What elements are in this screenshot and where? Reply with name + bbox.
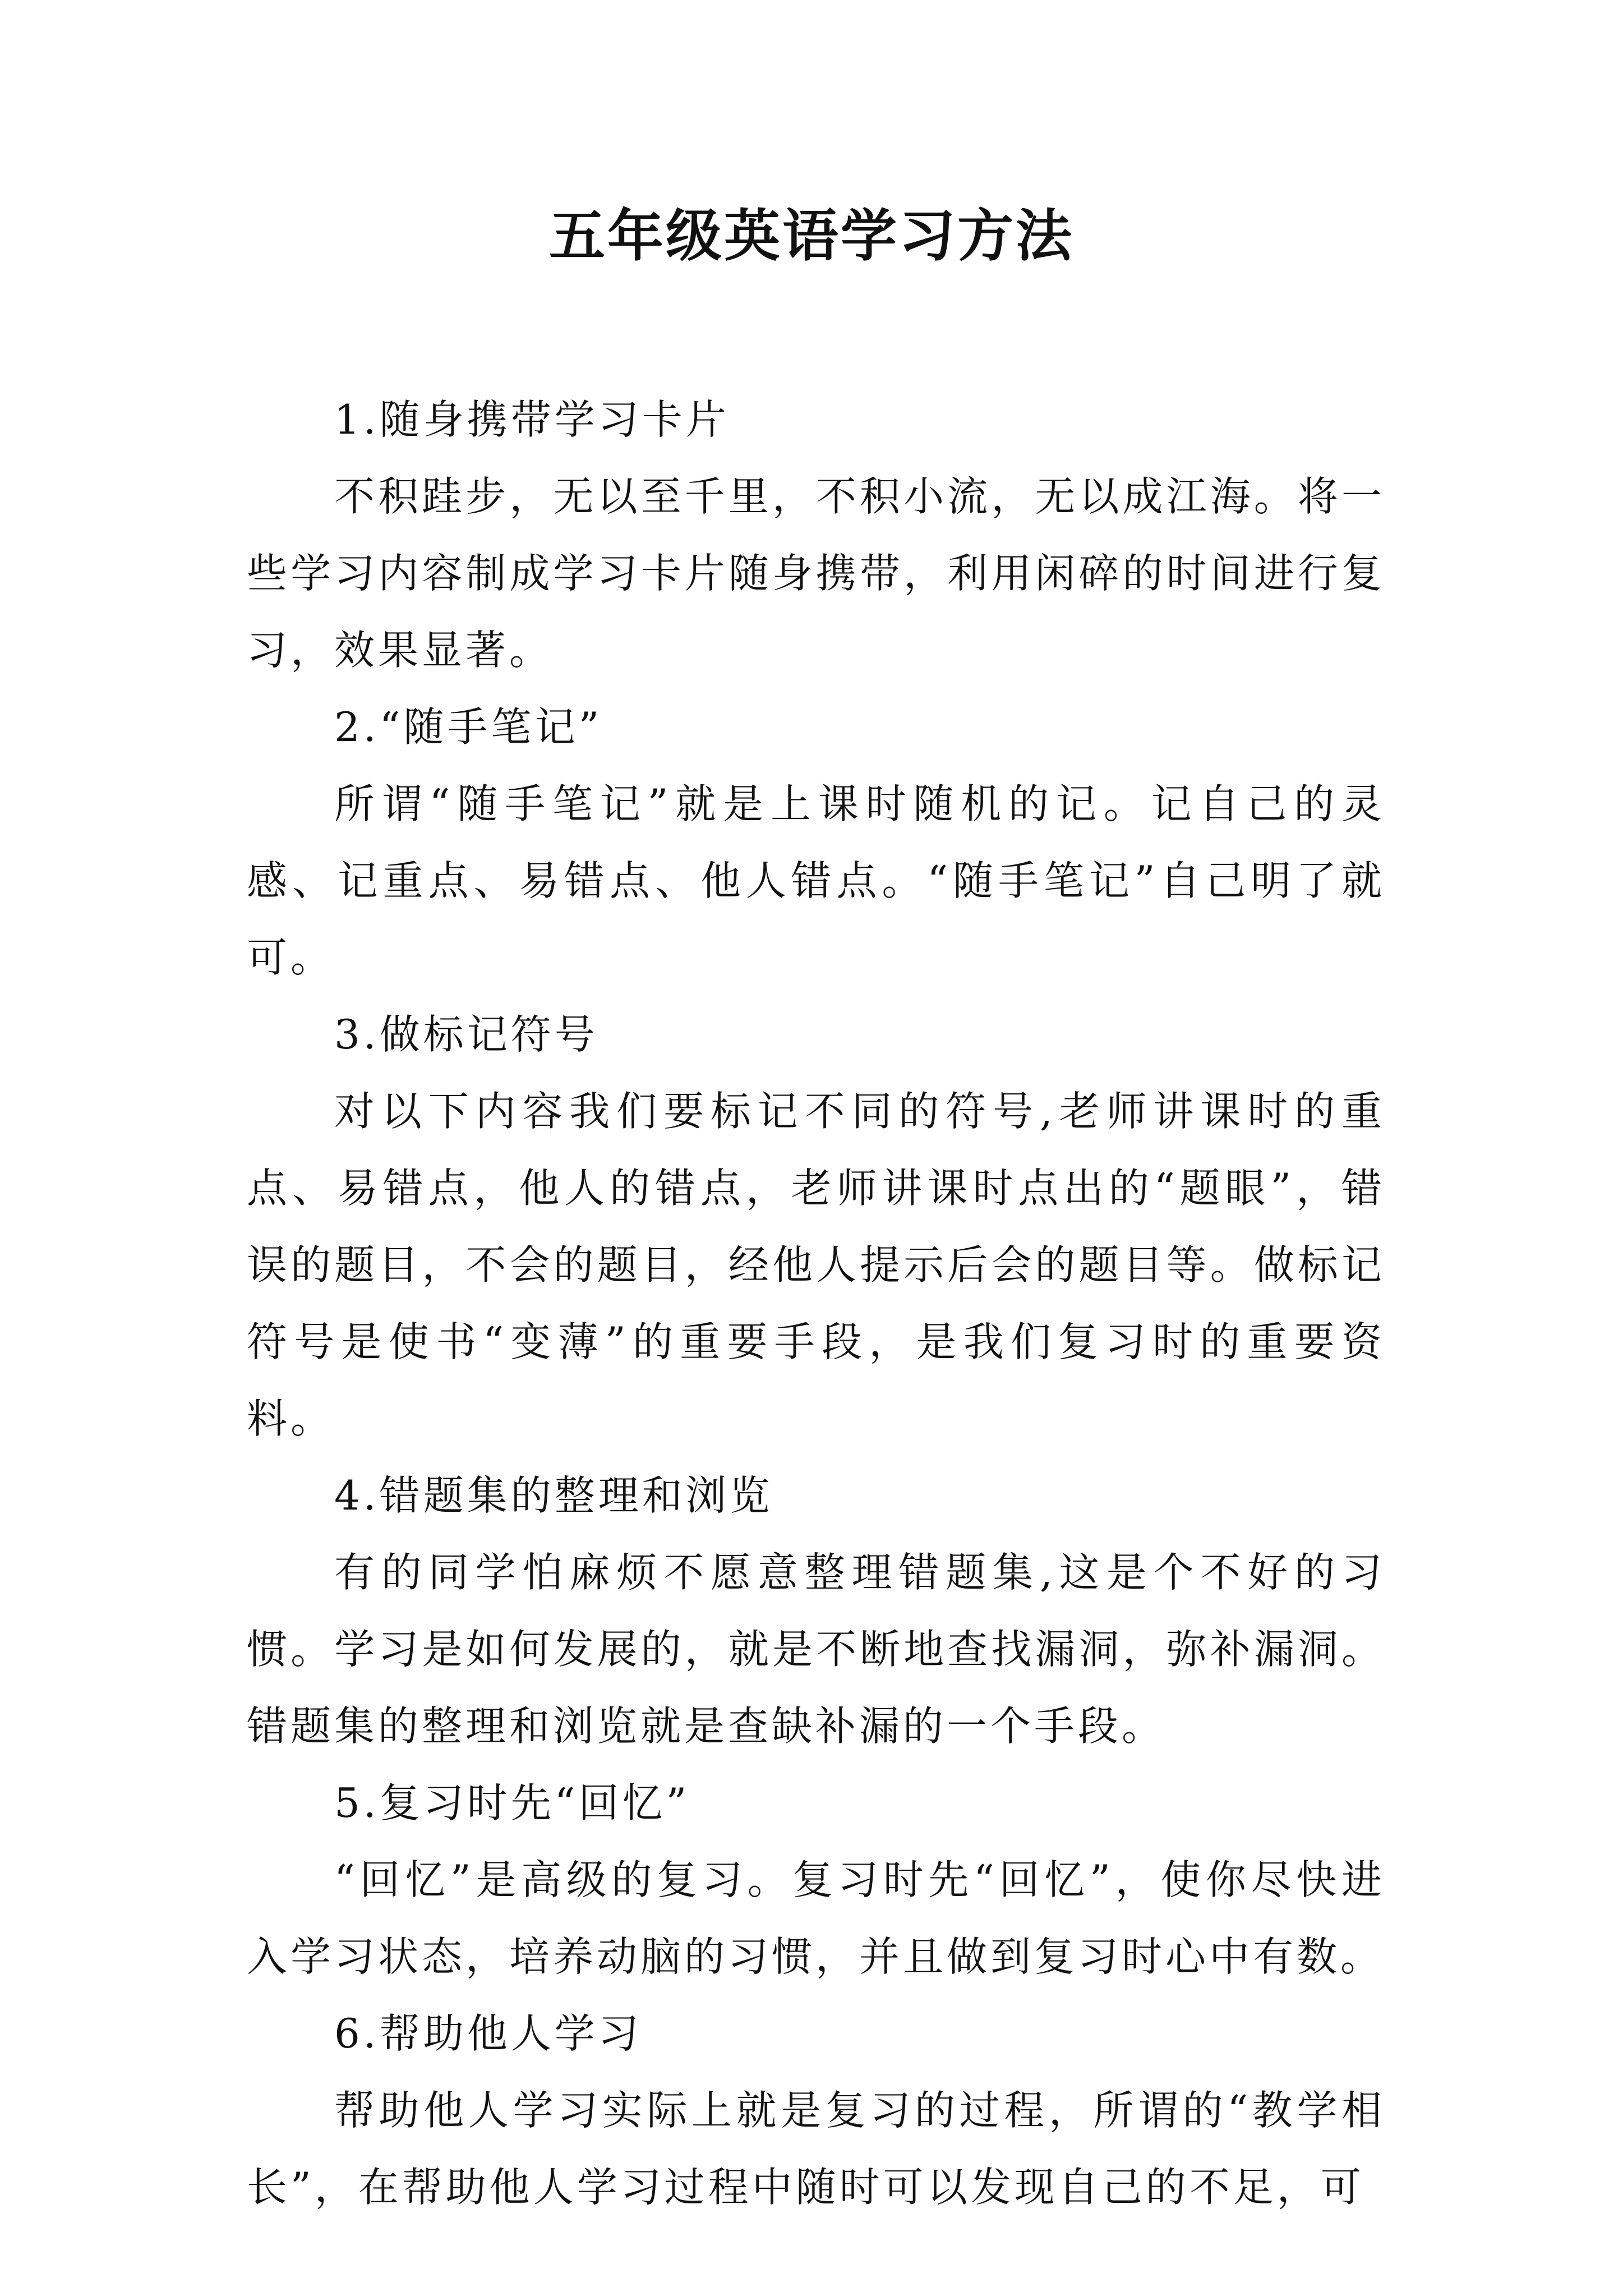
section-heading: 2.“随手笔记”: [334, 703, 603, 751]
paragraph: “回忆”是高级的复习。复习时先“回忆”，使你尽快进入学习状态，培养动脑的习惯，并且做到复习时心中有数。: [247, 1856, 1385, 1980]
document-body: [247, 381, 1385, 2226]
section-heading: 1.随身携带学习卡片: [334, 396, 730, 443]
paragraph: 对以下内容我们要标记不同的符号,老师讲课时的重点、易错点，他人的错点，老师讲课时点出的“题眼”，错误的题目，不会的题目，经他人提示后会的题目等。做标记符号是使书“变薄”的重要手段，是我们复习时的重要资料。: [247, 1088, 1385, 1442]
section-heading: 5.复习时先“回忆”: [334, 1779, 690, 1826]
paragraph: 帮助他人学习实际上就是复习的过程，所谓的“教学相长”，在帮助他人学习过程中随时可以发现自己的不足，可: [247, 2087, 1385, 2211]
paragraph: 所谓“随手笔记”就是上课时随机的记。记自己的灵感、记重点、易错点、他人错点。“随手笔记”自己明了就可。: [247, 780, 1385, 981]
section-heading: 6.帮助他人学习: [334, 2010, 642, 2057]
document-title: 五年级英语学习方法: [549, 203, 1074, 269]
section-heading: 4.错题集的整理和浏览: [334, 1472, 773, 1519]
section-heading: 3.做标记符号: [334, 1011, 598, 1058]
paragraph: 不积跬步，无以至千里，不积小流，无以成江海。将一些学习内容制成学习卡片随身携带，利用闲碎的时间进行复习，效果显著。: [247, 473, 1385, 674]
paragraph: 有的同学怕麻烦不愿意整理错题集,这是个不好的习惯。学习是如何发展的，就是不断地查找漏洞，弥补漏洞。错题集的整理和浏览就是查缺补漏的一个手段。: [247, 1549, 1385, 1750]
